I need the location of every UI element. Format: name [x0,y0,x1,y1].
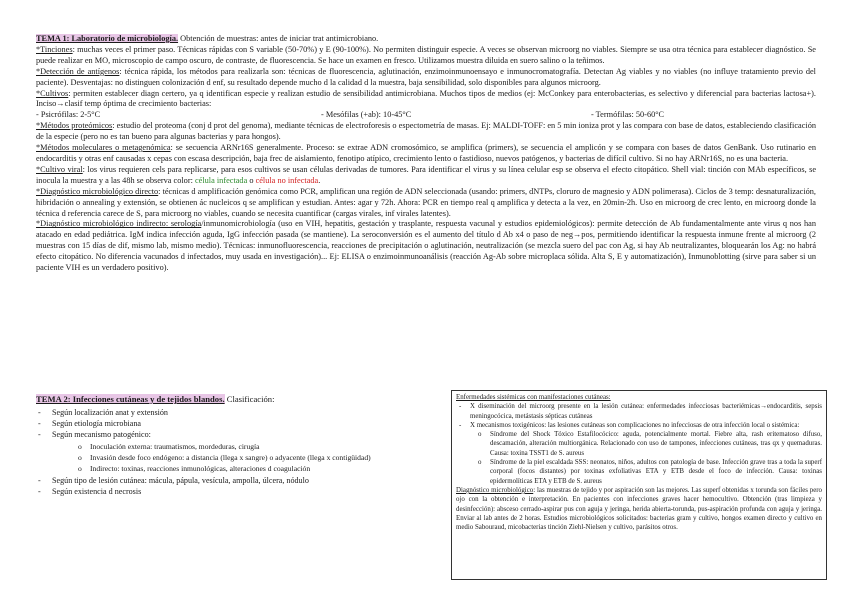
temp-psicrofilas: - Psicrófilas: 2-5°C [36,110,101,120]
indirecto-paragraph: *Diagnóstico microbiológico indirecto: serología/inmunomicrobiología (uso en VIH, hepatitis, gestación y trasplante, respuesta vacunal y estudios epidemiológicos): permite detección de Ab fundamentalmente ante virus q nos han atacado en edad pediátrica. IgM indica infección aguda, IgG infección pasada (se mantiene). La seroconversión es el aumento del título d Ab x4 o paso de neg→pos, permitiendo identificar la respuesta inmune frente al microorg (2 muestras con 15 días de dif, mismo lab, mismo medio). Técnicas: inmunofluorescencia, reacciones de precipitación o aglutinación, neutralización (se mezcla suero del pac con Ag, si hay Ab neutralizantes, bloquearán los Ag: no habrá efecto citopático. No diferencia vacunados d infectados, muy usada en investigación)... Ej: ELISA o enzimoinmunoanálisis (reacción Ag-Ab sobre microplaca sólida. Alta S, E y automatización), Inmunoblotting (sirve para saber si un paciente VIH es un verdadero positivo). [36,219,816,273]
temp-mesofilas: - Mesófilas (+ab): 10-45°C [321,110,412,120]
list-item: - Según localización anat y extensión [38,408,168,417]
classification-list [36,407,436,497]
box-heading: Enfermedades sistémicas con manifestaciones cutáneas: [456,394,611,401]
cultivos-paragraph: *Cultivos: permiten establecer diagn certero, ya q identifican especie y realizan estudio de sensibilidad antimicrobiana. Muchos tipos de medios (ej: McConkey para enterobacterias, es selectivo y diferencial para bacterias lactosa+). Inciso→clasif temp óptima de crecimiento bacterias: [36,88,816,109]
directo-paragraph: *Diagnóstico microbiológico directo: técnicas d amplificación genómica como PCR, amplifican una región de ADN seleccionada (usando: primers, dNTPs, cloruro de magnesio y ADN polimerasa). Ciclos de 3 temp: desnaturalización, hibridación o annealing y extensión, se obtienen ác nucleicos q se amplifican y estudian. Antes: agar y 72h. Ahora: PCR en tiempo real q amplifica y detecta a la vez, en 20min-2h. Uso en microorg de crec lento, en microorg donde la técnica d referencia carece de S, para microorg no viables, cuando se necesita cuantificar (cargas virales, inf virales latentes). [36,186,816,218]
mechanism-sublist [52,441,436,475]
box-bullet: - X mecanismos toxigénicos: las lesiones cutáneas son complicaciones no infecciosas de otra infección local o sistémica: [459,421,800,429]
uninfected-cell-label: célula no infectada [255,175,319,185]
temp-termofilas: - Termófilas: 50-60°C [591,110,665,120]
box-bullet: - X diseminación del microorg presente en la lesión cutánea: enfermedades infecciosas bacteriémicas→endocarditis, sepsis meningocócica, metástasis sépticas cutáneas [459,403,822,420]
list-item: - Según existencia d necrosis [38,487,142,497]
tema2-title: TEMA 2: Infecciones cutáneas y de tejidos blandos. [36,394,225,404]
box-diagnosis: Diagnóstico microbiológico: las muestras de tejido y por aspiración son las mejores. Las superf obtenidas x torunda son fáciles pero ojo con la obtención e interpretación. En pacientes con infecciones graves hacer hemocultivo. Obtención (tras limpieza y desinfección): absceso cerrado-aspirar pus con aguja y jeringa, herida abierta-torunda, pus-aspiración profunda con aguja y jeringa. Enviar al lab antes de 2 horas. Estudios microbiológicos solicitados: bacterias gram y cultivo, hongos examen directo y cultivo en medio Sabouraud, micobacterias tinción Ziehl-Nielsen y cultivo, parásitos otros. [456,486,823,532]
tema2-left-column [36,394,436,497]
tema1-section [36,34,816,274]
box-sub-bullet: o Síndrome del Shock Tóxico Estafilocócico: aguda, potencialmente mortal. Fiebre alta, rash eritematoso difuso, descamación, alteración multiorgánica. Relacionado con uso de tampones, infecciones cutáneas, tras qx y quemaduras. Causa: toxina TSST1 de S. aureus [478,431,822,457]
infected-cell-label: célula infectada [194,175,248,185]
temperature-classes [36,110,816,121]
list-item: - Según tipo de lesión cutánea: mácula, pápula, vesícula, ampolla, úlcera, nódulo [38,475,309,485]
sub-list-item: o Inoculación externa: traumatismos, mordeduras, cirugía [78,441,260,451]
metagenomica-paragraph: *Métodos moleculares o metagenómica: se secuencia ARNr16S generalmente. Proceso: se extrae ADN cromosómico, se amplifica (primers), se secuencia el amplicón y se compara con bases de datos GenBank. Uso rutinario en endocarditis y otras enf causadas x cepas con escasa descripción, baja frec de aislamiento, fenotipo atípico, crecimiento lento o fastidioso, nuevos patógenos, y bacterias de difícil cultivo. Si no hay ARNr16S, no es una bacteria. [36,143,816,163]
tema1-title: TEMA 1: Laboratorio de microbiología. [36,34,179,43]
tema2-heading: TEMA 2: Infecciones cutáneas y de tejidos blandos. Clasificación: [36,394,275,404]
tema1-intro: TEMA 1: Laboratorio de microbiología. Obtención de muestras: antes de iniciar trat antimicrobiano. [36,34,379,43]
systemic-diseases-box [451,390,827,580]
list-item: - Según mecanismo patogénico: o Inoculación externa: traumatismos, mordeduras, cirugía o Invasión desde foco endógeno: a distancia (llega x sangre) o adyacente (llega x contigüidad) o Indirecto: toxinas, reacciones inmunológicas, alteraciones d coagulación [36,429,436,474]
list-item: - Según etiología microbiana [38,419,142,429]
antigenos-paragraph: *Detección de antígenos: técnica rápida, los métodos para realizarla son: técnicas de fluorescencia, aglutinación, enzimoinmunoensayo e inmunocromatografía. Detectan Ag viables y no viables (no influye tratamiento previo del paciente). Desventajas: no distinguen colonización d enf, su resultado depende mucho d la calidad d la muestra, baja sensibilidad, solo disponibles para algunos microorg. [36,66,816,87]
proteomicos-paragraph: *Métodos proteómicos: estudio del proteoma (conj d prot del genoma), mediante técnicas de electroforesis o espectometría de masas. Ej: MALDI-TOFF: en 5 min ioniza prot y las compara con base de datos, estableciendo clasificación de la especie (pero no es tan bueno para algunas bacterias y para hongos). [36,121,816,142]
tinciones-paragraph: *Tinciones: muchas veces el primer paso. Técnicas rápidas con S variable (50-70%) y E (90-100%). No permiten distinguir especie. A veces se observan microorg no viables. Siempre se usa otra técnica para establecer diagnóstico. Se puede realizar en MO, microscopio de campo oscuro, de contraste, de fluorescencia. Se hace un examen en fresco. Utilizamos muestra diluida en suero salino o la teñimos. [36,44,816,65]
sub-list-item: o Invasión desde foco endógeno: a distancia (llega x sangre) o adyacente (llega x contigüidad) [78,453,371,463]
box-sub-bullet: o Síndrome de la piel escaldada SSS: neonatos, niños, adultos con patología de base. Infección grave tras a toda la superf corporal (focos distantes) por toxinas exfoliativas ETA y ETB desde el foco de infección. Causa: toxinas epidermolíticas ETA y ETB de S. aureus [478,459,822,485]
sub-list-item: o Indirecto: toxinas, reacciones inmunológicas, alteraciones d coagulación [78,464,311,474]
cultivo-viral-paragraph: *Cultivo viral: los virus requieren cels para replicarse, para esos cultivos se usan células derivadas de tumores. Para identificar el virus y su línea celular esp se observa el efecto citopático. Shell vial: tinción con MAb específicos, se inocula la muestra y a las 48h se observa color: célula infectada o célula no infectada. [36,164,816,185]
